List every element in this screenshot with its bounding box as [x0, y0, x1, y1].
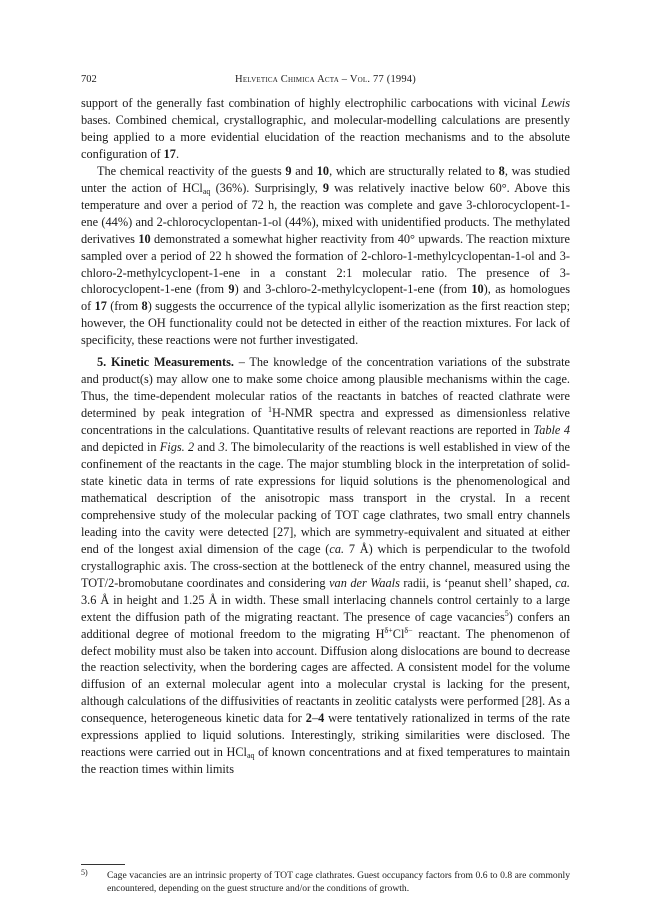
compound-number: 4: [318, 711, 325, 726]
text-run: radii, is ‘peanut shell’ shaped,: [399, 575, 556, 590]
footnote-divider: [81, 864, 125, 865]
text-run: bases. Combined chemical, crystallographic, and molecular-modelling calculations are presently being applied to a more evidential elucidation of the reaction mechanisms and to the absolute configuration of: [81, 112, 570, 161]
compound-number: 17: [163, 146, 176, 161]
text-run: were tentatively rationalized in terms of the rate expressions applied to liquid solutions. Interestingly, striking similarities were disclosed. The reactions were carried out in HCl: [81, 711, 570, 760]
text-run: , which are structurally related to: [329, 163, 499, 178]
text-run: 7 Å) which is perpendicular to the twofold crystallographic axis. The cross-section at the bottleneck of the entry channel, measured using the TOT/2-bromobutane coordinates and considering: [81, 541, 570, 590]
compound-number: 10: [138, 231, 151, 246]
paragraph-2: [81, 163, 570, 349]
superscript: δ−: [404, 625, 413, 635]
table-reference: Table 4: [533, 423, 570, 438]
text-run: support of the generally fast combination of highly electrophilic carbocations with vicinal: [81, 96, 542, 110]
text-run: ca.: [555, 575, 570, 590]
footnote-text: Cage vacancies are an intrinsic property of TOT cage clathrates. Guest occupancy factors from 0.6 to 0.8 are commonly encountered, depending on the guest structure and/or the conditions of growth.: [107, 870, 570, 894]
text-run: demonstrated a somewhat higher reactivity from 40° upwards. The reaction mixture sampled over a period of 22 h showed the formation of 2-chloro-1-methylcyclopentan-1-ol and 3-chloro-2-methylcyclopent-1-ene in a constant 2:1 molecular ratio. The presence of 3-chlorocyclopent-1-ene (from: [81, 231, 570, 297]
text-run: Lewis: [541, 96, 570, 110]
text-run: The chemical reactivity of the guests: [97, 163, 286, 178]
text-run: (36%). Surprisingly,: [210, 180, 323, 195]
compound-number: 9: [322, 180, 329, 195]
footnote-mark: 5): [81, 868, 88, 877]
superscript: 1: [267, 405, 272, 415]
text-run: was relatively inactive below 60°. Above this temperature and over a period of 72 h, the reaction was complete and gave 3-chlorocyclopent-1-ene (44%) and 2-chlorocyclopentan-1-ol (44%), mixed with unidentified products. The methylated derivatives: [81, 180, 570, 246]
compound-number: 2: [305, 711, 312, 726]
text-run: (from: [106, 299, 142, 314]
text-run: – The knowledge of the concentration variations of the substrate and product(s) may allow one to make some choice among plausible mechanisms within the cage. Thus, the time-dependent molecular ratios of the reactants in batches of reacted clathrate were determined by peak integration of: [81, 355, 570, 421]
text-run: reactant. The phenomenon of defect mobility must also be taken into account. Diffusion along dislocations are bound to decrease the reaction selectivity, when the bordering cages are affected. A consistent model for the volume diffusion of an external molecular agent into a molecular crystal is lacking for the present, although calculations of the diffusivities of reactants in zeolitic catalysts were performed [28]. As a consequence, heterogeneous kinetic data for: [81, 626, 570, 726]
body-text: [81, 95, 570, 778]
compound-number: 9: [228, 282, 235, 297]
figure-reference: Figs. 2: [159, 440, 195, 455]
section-heading: 5. Kinetic Measurements.: [97, 355, 234, 370]
text-run: Cl: [392, 626, 405, 641]
text-run: –: [311, 711, 319, 726]
compound-number: 10: [316, 163, 330, 178]
text-run: and: [194, 440, 219, 455]
compound-number: 17: [94, 299, 107, 314]
text-run: van der Waals: [329, 575, 400, 590]
compound-number: 8: [498, 163, 505, 178]
text-run: ca.: [329, 541, 345, 556]
text-run: , was studied unter the action of HCl: [81, 163, 571, 195]
text-run: ) confers an additional degree of motional freedom to the migrating H: [81, 609, 570, 641]
text-run: 3.6 Å in height and 1.25 Å in width. These small interlacing channels control certainly to a large extent the diffusion path of the migrating reactant. The presence of cage vacancies: [81, 592, 570, 624]
compound-number: 8: [141, 299, 148, 314]
figure-reference: 3: [218, 440, 225, 455]
superscript: δ+: [384, 625, 393, 635]
text-run: ) suggests the occurrence of the typical allylic isomerization as the first reaction step; however, the OH functionality could not be detected in either of the reaction mixtures. For lack of specificity, these reactions were not further investigated.: [81, 299, 570, 348]
text-run: ), as homologues of: [81, 282, 570, 314]
subscript: aq: [246, 751, 255, 761]
text-run: and depicted in: [81, 440, 160, 455]
text-run: of known concentrations and at fixed temperatures to maintain the reaction times within limits: [81, 745, 570, 777]
paragraph-1: [81, 95, 570, 163]
text-run: .: [175, 146, 180, 161]
text-run: H-NMR spectra and expressed as dimensionless relative concentrations in the calculations. Quantitative results of relevant reactions are reported in: [81, 406, 570, 438]
compound-number: 10: [471, 282, 484, 297]
page-header: [81, 73, 570, 87]
footnote: [81, 869, 570, 895]
footnote-reference: 5: [504, 608, 509, 618]
running-head: Helvetica Chimica Acta – Vol. 77 (1994): [235, 74, 416, 85]
subscript: aq: [202, 186, 211, 196]
text-run: and: [291, 163, 317, 178]
text-run: ) and 3-chloro-2-methylcyclopent-1-ene (from: [234, 282, 472, 297]
text-run: . The bimolecularity of the reactions is well established in view of the confinement of the reactants in the cage. The major stumbling block in the interpretation of solid-state kinetic data in terms of rate expressions for liquid solutions is the phenomenological and mathematical description of the anisotropic mass transport in the crystal. In a recent comprehensive study of the molecular packing of TOT cage clathrates, two small entry channels leading into the cavity were detected [27], which are symmetry-equivalent and situated at either end of the longest axial dimension of the cage (: [81, 440, 570, 556]
paragraph-3: [81, 354, 570, 778]
compound-number: 9: [285, 163, 292, 178]
page-number: 702: [81, 74, 97, 85]
